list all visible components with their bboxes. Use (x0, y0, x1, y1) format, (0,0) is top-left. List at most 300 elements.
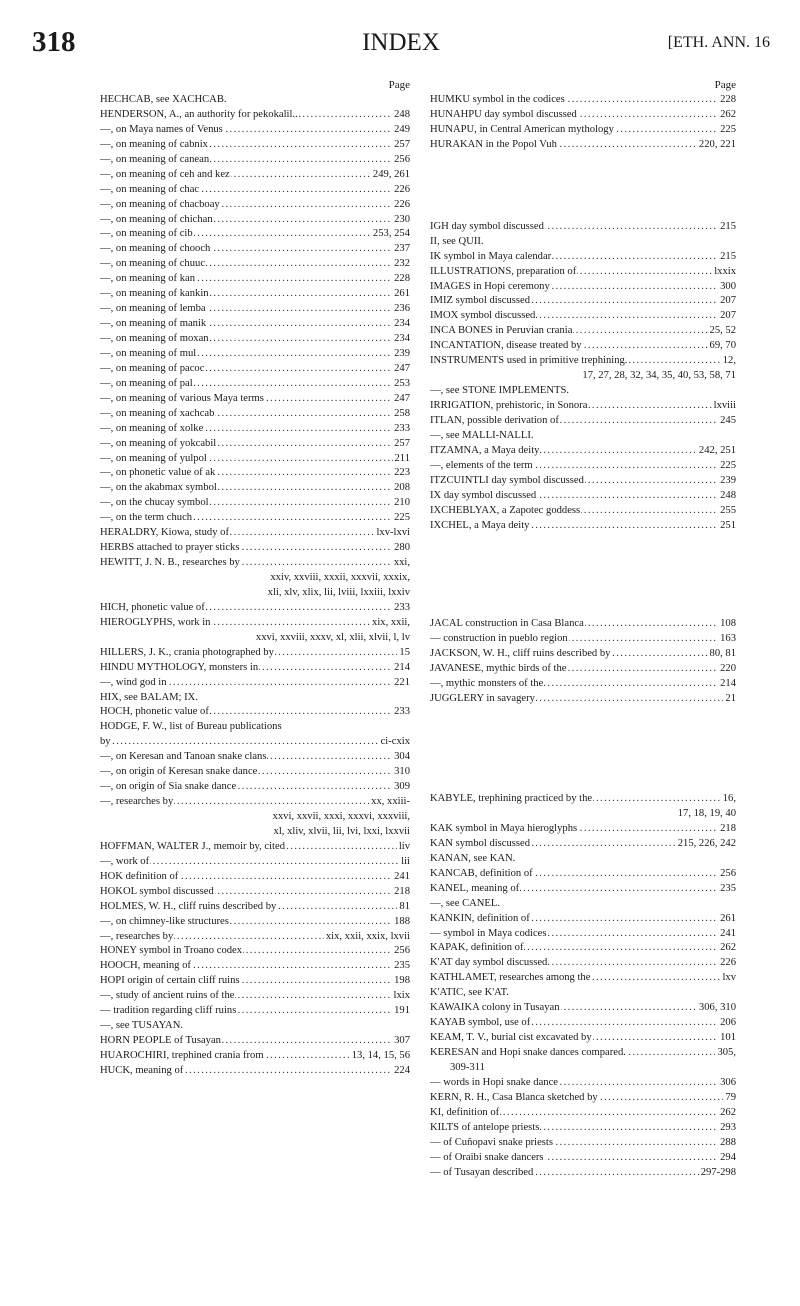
index-entry (100, 392, 410, 407)
entry-page-ref: 233 (392, 705, 410, 720)
entry-page-ref: 304 (392, 750, 410, 765)
entry-text: —, on meaning of ceh and kez (100, 168, 230, 180)
entry-continuation: xli, xlv, xlix, lii, lviii, lxxiii, lxxiv (267, 586, 410, 598)
entry-page-ref: 198 (392, 974, 410, 989)
entry-page-ref: 288 (718, 1136, 736, 1151)
entry-page-ref: 257 (392, 138, 410, 153)
entry-page-ref: 108 (718, 617, 736, 632)
entry-text: —, on meaning of xolke (100, 422, 204, 434)
entry-page-ref: 237 (392, 242, 410, 257)
index-entry (430, 897, 736, 912)
entry-text: KERESAN and Hopi snake dances compared. (430, 1047, 626, 1058)
entry-text: JACAL construction in Casa Blanca (430, 618, 584, 630)
entry-text: HIEROGLYPHS, work in (100, 616, 211, 628)
entry-page-ref: 236 (392, 302, 410, 317)
page-number: 318 (32, 26, 76, 58)
index-entry (100, 138, 410, 153)
entry-text: —, see CANEL. (430, 897, 501, 909)
index-entry (100, 257, 410, 272)
entry-page-ref: xix, xxii, (370, 616, 410, 631)
entry-page-ref: lxv (720, 971, 736, 986)
index-entry (430, 1091, 736, 1106)
entry-text: —, mythic monsters of the (430, 678, 544, 690)
index-entry (100, 705, 410, 720)
entry-page-ref: 233 (392, 422, 410, 437)
entry-text: —, on meaning of chac (100, 183, 200, 195)
index-entry (430, 1136, 736, 1151)
index-entry (430, 822, 736, 837)
entry-page-ref: 310 (392, 765, 410, 780)
index-entry (430, 1121, 736, 1136)
entry-text: HUAROCHIRI, trephined crania from (100, 1050, 264, 1061)
section-i-entries (430, 220, 736, 534)
running-head: [ETH. ANN. 16 (667, 34, 770, 51)
page-header (32, 26, 770, 66)
entry-continuation: 17, 27, 28, 32, 34, 35, 40, 53, 58, 71 (582, 370, 736, 382)
index-entry (100, 466, 410, 481)
entry-continuation: xxvi, xxviii, xxxv, xl, xlii, xlvii, l, lv (255, 631, 410, 643)
entry-page-ref: 225 (718, 123, 736, 138)
entry-text: INCANTATION, disease treated by (430, 340, 582, 352)
entry-text: KATHLAMET, researches among the (430, 972, 591, 984)
entry-page-ref: 214 (718, 677, 736, 692)
section-j-entries (430, 617, 736, 707)
entry-page-ref: 256 (718, 867, 736, 882)
entry-page-ref: xx, xxiii- (369, 795, 410, 810)
entry-text: — words in Hopi snake dance (430, 1076, 558, 1088)
entry-text: K'ATIC, see K'AT. (430, 987, 509, 999)
index-entry (100, 1049, 410, 1064)
entry-text: HINDU MYTHOLOGY, monsters in (100, 661, 259, 673)
index-entry (430, 867, 736, 882)
entry-text: KAK symbol in Maya hieroglyphs (430, 822, 578, 834)
entry-text: IMOX symbol discussed (430, 310, 536, 322)
right-column (430, 78, 736, 1180)
entry-text: HUCK, meaning of (100, 1064, 184, 1076)
index-entry (430, 414, 736, 429)
index-entry (100, 213, 410, 228)
entry-page-ref: 247 (392, 392, 410, 407)
index-entry (430, 459, 736, 474)
entry-text: — tradition regarding cliff ruins (100, 1005, 237, 1017)
entry-text: —, on meaning of kankin (100, 288, 209, 300)
entry-text: — of Tusayan described (430, 1166, 534, 1178)
entry-page-ref: liv (397, 840, 410, 855)
entry-text: —, on phonetic value of ak (100, 467, 216, 479)
index-entry (100, 541, 410, 556)
entry-text: ILLUSTRATIONS, preparation of (430, 265, 577, 277)
entry-page-ref: 232 (392, 257, 410, 272)
index-entry (100, 691, 410, 706)
entry-page-ref: 249 (392, 123, 410, 138)
entry-page-ref: 226 (392, 198, 410, 213)
entry-text: HOLMES, W. H., cliff ruins described by (100, 900, 277, 912)
index-entry (100, 780, 410, 795)
entry-page-ref: 224 (392, 1064, 410, 1079)
entry-page-ref: 223 (392, 466, 410, 481)
index-entry (100, 855, 410, 870)
entry-page-ref: 188 (392, 915, 410, 930)
entry-page-ref: 79 (723, 1091, 736, 1106)
entry-page-ref: 261 (392, 287, 410, 302)
entry-page-ref: 208 (392, 481, 410, 496)
index-entry (430, 429, 736, 444)
dot-leader (100, 735, 410, 750)
entry-text: —, study of ancient ruins of the (100, 990, 235, 1002)
entry-page-ref: 306, 310 (697, 1001, 736, 1016)
entry-text: KAWAIKA colony in Tusayan (430, 1002, 560, 1014)
entry-page-ref: lxxix (712, 265, 736, 280)
entry-page-ref: 255 (718, 504, 736, 519)
index-entry (430, 280, 736, 295)
entry-text: KANAN, see KAN. (430, 852, 516, 864)
index-entry (100, 526, 410, 541)
index-entry (430, 1016, 736, 1031)
entry-text: —, work of (100, 855, 150, 867)
entry-text: —, on origin of Sia snake dance (100, 781, 237, 793)
entry-text: —, elements of the term (430, 459, 533, 471)
index-entry (100, 840, 410, 855)
index-entry (430, 986, 736, 1001)
entry-text: HOKOL symbol discussed (100, 885, 214, 897)
entry-page-ref: 15 (397, 646, 410, 661)
entry-page-ref: 207 (718, 294, 736, 309)
index-entry (100, 108, 410, 123)
entry-text: HOFFMAN, WALTER J., memoir by, cited (100, 840, 285, 852)
entry-text: KANCAB, definition of (430, 867, 533, 879)
index-entry (100, 407, 410, 422)
index-entry (100, 974, 410, 989)
entry-page-ref: 230 (392, 213, 410, 228)
entry-page-ref: 211 (393, 452, 411, 467)
entry-text: HIX, see BALAM; IX. (100, 691, 198, 703)
entry-page-ref: 256 (392, 944, 410, 959)
index-entry (430, 692, 736, 707)
entry-text: HERBS attached to prayer sticks (100, 542, 240, 554)
entry-page-ref: lxv-lxvi (374, 526, 410, 541)
entry-text: —, on meaning of cabnix (100, 138, 208, 150)
entry-page-ref: 256 (392, 153, 410, 168)
entry-continuation: xl, xliv, xlvii, lii, lvi, lxxi, lxxvii (273, 825, 410, 837)
entry-page-ref: 242, 251 (697, 444, 736, 459)
entry-text: —, on origin of Keresan snake dance (100, 766, 258, 778)
entry-text: —, on meaning of chooch (100, 243, 211, 255)
index-entry (430, 309, 736, 324)
entry-page-ref: 206 (718, 1016, 736, 1031)
entry-page-ref: 101 (718, 1031, 736, 1046)
entry-text: HOK definition of (100, 870, 179, 882)
entry-text: —, on meaning of kan (100, 273, 196, 285)
entry-page-ref: 253, 254 (371, 227, 410, 242)
entry-page-ref: 218 (392, 885, 410, 900)
entry-page-ref: 233 (392, 601, 410, 616)
index-entry (430, 108, 736, 123)
entry-page-ref: 80, 81 (708, 647, 736, 662)
index-entry (430, 399, 736, 414)
entry-text: —, on meaning of chuuc (100, 258, 206, 270)
index-entry (100, 989, 410, 1004)
index-entry (100, 377, 410, 392)
index-entry (100, 870, 410, 885)
index-entry (100, 496, 410, 511)
entry-page-ref: 225 (392, 511, 410, 526)
entry-text: INCA BONES in Peruvian crania (430, 325, 573, 337)
index-entry (100, 302, 410, 317)
entry-text: —, on Maya names of Venus (100, 123, 223, 135)
index-entry (430, 123, 736, 138)
index-entry (100, 944, 410, 959)
entry-text: IK symbol in Maya calendar (430, 250, 552, 262)
index-entry (430, 1151, 736, 1166)
entry-page-ref: 12, (721, 354, 736, 369)
entry-page-ref: 225 (718, 459, 736, 474)
entry-page-ref: 262 (718, 108, 736, 123)
entry-text: HUMKU symbol in the codices (430, 94, 565, 105)
entry-text: KI, definition of (430, 1106, 500, 1118)
entry-page-ref: 251 (718, 519, 736, 534)
index-entry (100, 750, 410, 765)
entry-text: —, see STONE IMPLEMENTS. (430, 385, 569, 397)
entry-text: —, on meaning of cib (100, 228, 193, 240)
entry-text: IMIZ symbol discussed (430, 295, 531, 307)
index-entry (430, 632, 736, 647)
entry-text: KEAM, T. V., burial cist excavated by (430, 1032, 592, 1044)
index-entry (100, 123, 410, 138)
index-entry (100, 1019, 410, 1034)
entry-page-ref: 258 (392, 407, 410, 422)
entry-page-ref: 13, 14, 15, 56 (350, 1049, 410, 1064)
entry-text: HEWITT, J. N. B., researches by (100, 557, 240, 569)
entry-page-ref: 210 (392, 496, 410, 511)
index-entry (430, 852, 736, 867)
index-entry (430, 474, 736, 489)
entry-page-ref: 215 (718, 250, 736, 265)
index-entry (100, 900, 410, 915)
index-entry (100, 661, 410, 676)
entry-page-ref: 306 (718, 1076, 736, 1091)
index-entry (100, 183, 410, 198)
index-entry (100, 616, 410, 631)
index-entry (100, 153, 410, 168)
entry-page-ref: 241 (718, 927, 736, 942)
page-column-label: Page (388, 79, 410, 91)
entry-text: HURAKAN in the Popol Vuh (430, 138, 557, 150)
section-gap (430, 153, 736, 220)
index-entry (430, 444, 736, 459)
index-entry (100, 556, 410, 571)
index-entry (100, 347, 410, 362)
index-entry (430, 504, 736, 519)
entry-page-ref: 163 (718, 632, 736, 647)
entry-page-ref: 226 (392, 183, 410, 198)
index-entry (430, 677, 736, 692)
index-entry (100, 272, 410, 287)
index-entry (100, 915, 410, 930)
entry-page-ref: 300 (718, 280, 736, 295)
index-entry (100, 481, 410, 496)
index-entry (430, 294, 736, 309)
index-entry (100, 959, 410, 974)
entry-text: IX day symbol discussed (430, 489, 537, 501)
index-entry (100, 362, 410, 377)
entry-text: by (100, 736, 111, 748)
entry-text: —, see TUSAYAN. (100, 1020, 183, 1032)
entry-text: —, on meaning of yokcabil (100, 437, 217, 449)
index-entry (430, 138, 736, 153)
index-entry (430, 912, 736, 927)
entry-page-ref: 294 (718, 1151, 736, 1166)
index-entry (430, 617, 736, 632)
entry-text: —, on Keresan and Tanoan snake clans (100, 751, 267, 763)
index-entry (430, 1046, 736, 1061)
entry-text: KAN symbol discussed (430, 837, 531, 849)
section-gap (430, 533, 736, 617)
entry-page-ref: 248 (718, 489, 736, 504)
entry-text: —, on the term chuch (100, 512, 193, 524)
entry-page-ref: 247 (392, 362, 410, 377)
entry-page-ref: 248 (392, 108, 410, 123)
entry-page-ref: 226 (718, 956, 736, 971)
entry-text: —, on meaning of manik (100, 318, 207, 330)
index-entry (100, 437, 410, 452)
entry-text: —, on meaning of moxan (100, 333, 209, 344)
index-entry (100, 601, 410, 616)
entry-page-ref: 234 (392, 332, 410, 347)
entry-page-ref: 25, 52 (708, 324, 736, 339)
entry-page-ref: 293 (718, 1121, 736, 1136)
page-title: INDEX (362, 29, 440, 56)
entry-page-ref: 307 (392, 1034, 410, 1049)
left-entries (100, 93, 410, 1079)
index-entry (430, 882, 736, 897)
entry-text: HUNAPU, in Central American mythology (430, 123, 614, 135)
entry-continuation: 17, 18, 19, 40 (677, 808, 736, 819)
entry-text: KANKIN, definition of (430, 912, 530, 924)
index-entry (430, 339, 736, 354)
index-entry (100, 242, 410, 257)
index-entry (100, 198, 410, 213)
entry-text: HORN PEOPLE of Tusayan (100, 1035, 221, 1047)
entry-text: —, on meaning of pal (100, 377, 193, 389)
index-entry (430, 93, 736, 108)
entry-text: HOCH, phonetic value of (100, 706, 209, 718)
entry-text: —, on meaning of mul (100, 347, 197, 359)
index-entry (430, 354, 736, 369)
entry-text: ITLAN, possible derivation of (430, 414, 559, 426)
entry-text: KANEL, meaning of (430, 882, 520, 894)
index-entry (100, 720, 410, 735)
entry-page-ref: 215, 226, 242 (676, 837, 736, 852)
entry-page-ref: 280 (392, 541, 410, 556)
index-entry (430, 792, 736, 807)
index-entry (430, 956, 736, 971)
entry-text: — symbol in Maya codices (430, 927, 547, 939)
left-column (100, 78, 410, 1079)
index-entry (100, 1004, 410, 1019)
index-entry (100, 287, 410, 302)
index-entry (100, 676, 410, 691)
entry-text: KABYLE, trephining practiced by the (430, 793, 593, 805)
entry-page-ref: 214 (392, 661, 410, 676)
entry-text: — of Oraibi snake dancers (430, 1151, 544, 1163)
entry-text: HODGE, F. W., list of Bureau publications (100, 721, 282, 733)
index-entry (430, 647, 736, 662)
entry-continuation: xxiv, xxviii, xxxii, xxxvii, xxxix, (270, 572, 410, 583)
entry-page-ref: lii (399, 855, 410, 870)
index-entry (100, 795, 410, 810)
section-k-entries (430, 792, 736, 1180)
entry-page-ref: 218 (718, 822, 736, 837)
entry-text: KERN, R. H., Casa Blanca sketched by (430, 1091, 598, 1103)
index-entry (100, 452, 410, 467)
index-entry (100, 422, 410, 437)
entry-text: KAYAB symbol, use of (430, 1017, 531, 1029)
page-column-label: Page (714, 79, 736, 91)
entry-text: HILLERS, J. K., crania photographed by (100, 646, 274, 658)
entry-text: JUGGLERY in savagery (430, 693, 535, 705)
entry-page-ref: 215 (718, 220, 736, 235)
entry-page-ref: 297-298 (699, 1166, 736, 1181)
entry-text: HUNAHPU day symbol discussed (430, 108, 577, 120)
entry-text: —, on meaning of chichan (100, 213, 213, 225)
index-entry (100, 93, 410, 108)
index-entry (100, 168, 410, 183)
entry-text: —, on meaning of lemba (100, 303, 206, 315)
entry-text: K'AT day symbol discussed (430, 957, 548, 969)
index-entry (430, 1031, 736, 1046)
entry-page-ref: 228 (392, 272, 410, 287)
entry-text: ITZAMNA, a Maya deity (430, 444, 540, 456)
index-entry (430, 927, 736, 942)
entry-page-ref: 234 (392, 317, 410, 332)
entry-text: IRRIGATION, prehistoric, in Sonora (430, 400, 588, 411)
entry-text: HECHCAB, see XACHCAB. (100, 94, 227, 105)
index-entry (430, 837, 736, 852)
entry-page-ref: 253 (392, 377, 410, 392)
entry-page-ref: 228 (718, 93, 736, 108)
entry-page-ref: xxi, (392, 556, 410, 571)
entry-text: KILTS of antelope priests (430, 1121, 540, 1133)
index-entry (100, 930, 410, 945)
entry-page-ref: 235 (718, 882, 736, 897)
entry-page-ref: 207 (718, 309, 736, 324)
entry-page-ref: 21 (723, 692, 736, 707)
index-entry (430, 265, 736, 280)
entry-page-ref: 220 (718, 662, 736, 677)
section-gap (430, 707, 736, 792)
index-entry (100, 1034, 410, 1049)
entry-page-ref: 239 (392, 347, 410, 362)
entry-text: HICH, phonetic value of (100, 601, 205, 613)
index-entry (430, 519, 736, 534)
entry-continuation: xxvi, xxvii, xxxi, xxxvi, xxxviii, (272, 811, 410, 822)
entry-text: IGH day symbol discussed (430, 220, 544, 232)
index-entry (100, 227, 410, 242)
entry-text: —, on meaning of chacboay (100, 198, 220, 210)
entry-page-ref: 221 (392, 676, 410, 691)
entry-text: —, on meaning of pacoc (100, 362, 205, 374)
entry-text: HOPI origin of certain cliff ruins (100, 975, 240, 987)
section-h-entries (430, 93, 736, 153)
entry-page-ref: 191 (392, 1004, 410, 1019)
entry-continuation: 309-311 (450, 1061, 485, 1073)
entry-page-ref: lxix (392, 989, 410, 1004)
entry-text: HOOCH, meaning of (100, 960, 191, 972)
index-entry (430, 220, 736, 235)
index-entry (100, 1064, 410, 1079)
entry-page-ref: 262 (718, 941, 736, 956)
entry-page-ref: xix, xxii, xxix, lxvii (324, 930, 410, 945)
